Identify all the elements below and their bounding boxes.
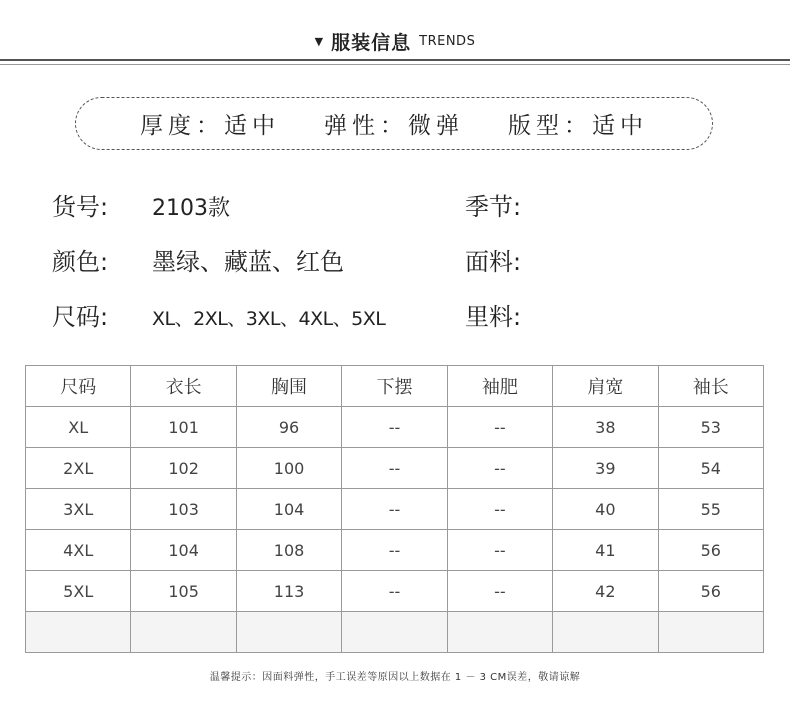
empty-cell (131, 612, 236, 653)
table-cell: -- (342, 448, 447, 489)
properties-box (75, 97, 713, 150)
section-title: 服装信息 (331, 32, 412, 54)
table-cell: 53 (658, 407, 763, 448)
table-cell: XL (26, 407, 131, 448)
triangle-down-icon: ▼ (314, 35, 324, 48)
table-cell: 102 (131, 448, 236, 489)
table-row (26, 407, 764, 448)
measurement-note: 温馨提示：因面料弹性，手工误差等原因以上数据在 1 － 3 CM误差，敬请谅解 (209, 672, 581, 683)
table-cell: 113 (236, 571, 341, 612)
table-cell: -- (447, 571, 552, 612)
size-value: XL、2XL、3XL、4XL、5XL (152, 308, 386, 330)
table-cell: 96 (236, 407, 341, 448)
table-cell: 56 (658, 571, 763, 612)
thickness-property: 厚度：适中 (140, 113, 280, 139)
table-cell: 100 (236, 448, 341, 489)
fabric-row (465, 242, 521, 277)
fabric-label: 面料: (465, 248, 522, 276)
fit-property: 版型：适中 (508, 113, 648, 139)
table-cell: -- (447, 489, 552, 530)
table-row (26, 489, 764, 530)
size-label: 尺码: (52, 303, 109, 331)
season-label: 季节: (465, 193, 522, 221)
empty-cell (553, 612, 658, 653)
lining-row (465, 297, 521, 332)
item-no-row (52, 187, 230, 222)
table-cell: 4XL (26, 530, 131, 571)
empty-table-row (26, 612, 764, 653)
column-header: 尺码 (26, 366, 131, 407)
lining-label: 里料: (465, 303, 522, 331)
table-cell: 103 (131, 489, 236, 530)
item-no-value: 2103款 (152, 196, 230, 221)
table-row (26, 448, 764, 489)
empty-cell (236, 612, 341, 653)
table-cell: 56 (658, 530, 763, 571)
header-divider-thin (0, 64, 790, 65)
table-cell: 3XL (26, 489, 131, 530)
color-value: 墨绿、藏蓝、红色 (152, 248, 344, 276)
elasticity-property: 弹性：微弹 (324, 113, 464, 139)
season-row (465, 187, 521, 222)
table-cell: -- (342, 489, 447, 530)
table-cell: -- (342, 571, 447, 612)
table-cell: 54 (658, 448, 763, 489)
table-header-row (26, 366, 764, 407)
column-header: 胸围 (236, 366, 341, 407)
table-cell: 101 (131, 407, 236, 448)
column-header: 袖长 (658, 366, 763, 407)
table-row (26, 571, 764, 612)
table-cell: 39 (553, 448, 658, 489)
table-cell: 108 (236, 530, 341, 571)
empty-cell (342, 612, 447, 653)
table-cell: 2XL (26, 448, 131, 489)
empty-cell (447, 612, 552, 653)
table-cell: -- (342, 407, 447, 448)
section-header (0, 28, 790, 55)
item-no-label: 货号: (52, 193, 109, 221)
table-cell: 104 (131, 530, 236, 571)
section-subtitle: TRENDS (419, 34, 476, 49)
table-cell: 41 (553, 530, 658, 571)
table-cell: 42 (553, 571, 658, 612)
size-row (52, 297, 385, 332)
table-cell: -- (447, 407, 552, 448)
column-header: 肩宽 (553, 366, 658, 407)
empty-cell (26, 612, 131, 653)
column-header: 下摆 (342, 366, 447, 407)
table-cell: 104 (236, 489, 341, 530)
table-cell: 5XL (26, 571, 131, 612)
size-table (25, 365, 764, 653)
color-label: 颜色: (52, 248, 109, 276)
table-cell: -- (447, 448, 552, 489)
column-header: 衣长 (131, 366, 236, 407)
table-cell: 105 (131, 571, 236, 612)
column-header: 袖肥 (447, 366, 552, 407)
table-cell: 55 (658, 489, 763, 530)
header-divider (0, 59, 790, 61)
table-row (26, 530, 764, 571)
table-cell: -- (447, 530, 552, 571)
table-cell: 38 (553, 407, 658, 448)
color-row (52, 242, 344, 277)
table-cell: 40 (553, 489, 658, 530)
empty-cell (658, 612, 763, 653)
table-cell: -- (342, 530, 447, 571)
